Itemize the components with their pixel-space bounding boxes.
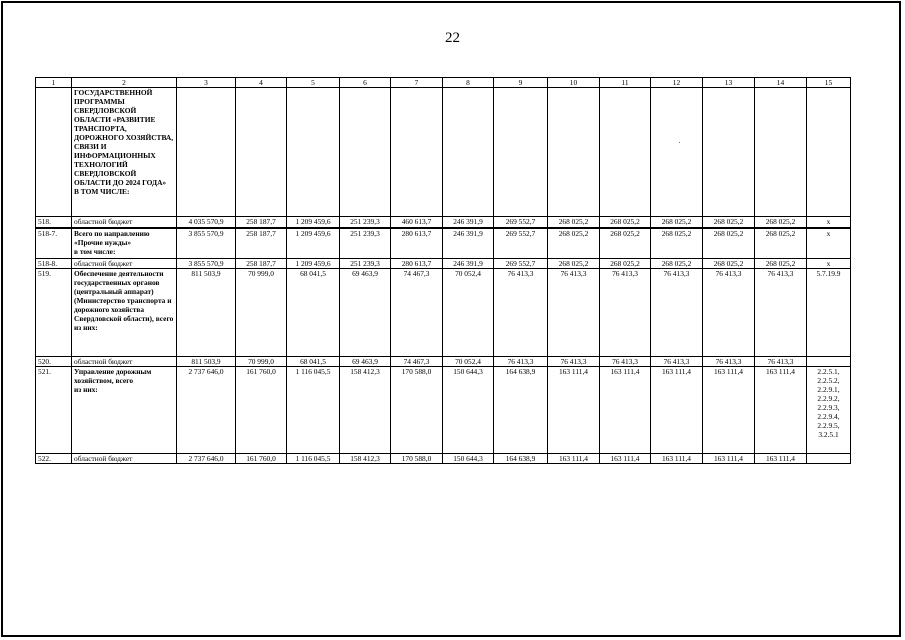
value-cell: 70 999,0	[236, 357, 287, 367]
value-cell: 269 552,7	[494, 259, 548, 269]
target-ref: x	[807, 228, 851, 259]
value-cell: 4 035 570,9	[177, 217, 236, 228]
value-cell: 76 413,3	[703, 269, 755, 357]
value-cell: 68 041,5	[287, 269, 340, 357]
value-cell: 269 552,7	[494, 228, 548, 259]
table-cell	[807, 88, 851, 217]
value-cell: 69 463,9	[340, 357, 391, 367]
table-cell	[600, 88, 651, 217]
value-cell: 163 111,4	[755, 367, 807, 454]
row-number	[36, 88, 72, 217]
table-row	[36, 217, 851, 228]
col-header: 15	[807, 78, 851, 88]
value-cell: 811 503,9	[177, 357, 236, 367]
table-cell	[391, 88, 443, 217]
row-number: 520.	[36, 357, 72, 367]
value-cell: 76 413,3	[548, 357, 600, 367]
value-cell: 268 025,2	[651, 228, 703, 259]
value-cell: 76 413,3	[651, 357, 703, 367]
table-cell	[494, 88, 548, 217]
row-name: областной бюджет	[72, 454, 177, 464]
table-cell	[236, 88, 287, 217]
value-cell: 258 187,7	[236, 259, 287, 269]
col-header: 9	[494, 78, 548, 88]
value-cell: 76 413,3	[755, 269, 807, 357]
value-cell: 164 638,9	[494, 367, 548, 454]
value-cell: 251 239,3	[340, 259, 391, 269]
table-row	[36, 228, 851, 259]
col-header: 14	[755, 78, 807, 88]
row-name: Управление дорожным хозяйством, всего из них:	[72, 367, 177, 454]
row-number: 518-7.	[36, 228, 72, 259]
table-cell	[443, 88, 494, 217]
row-name: областной бюджет	[72, 217, 177, 228]
value-cell: 161 760,0	[236, 454, 287, 464]
value-cell: 269 552,7	[494, 217, 548, 228]
table-cell	[287, 88, 340, 217]
value-cell: 76 413,3	[651, 269, 703, 357]
value-cell: 268 025,2	[651, 217, 703, 228]
value-cell: 3 855 570,9	[177, 228, 236, 259]
target-ref: 5.7.19.9	[807, 269, 851, 357]
col-header: 5	[287, 78, 340, 88]
value-cell: 170 588,0	[391, 367, 443, 454]
value-cell: 170 588,0	[391, 454, 443, 464]
program-title: ГОСУДАРСТВЕННОЙ ПРОГРАММЫ СВЕРДЛОВСКОЙ ОБЛАСТИ «РАЗВИТИЕ ТРАНСПОРТА, ДОРОЖНОГО ХОЗЯЙСТВА, СВЯЗИ И ИНФОРМАЦИОННЫХ ТЕХНОЛОГИЙ СВЕРДЛОВСКОЙ ОБЛАСТИ ДО 2024 ГОДА» В ТОМ ЧИСЛЕ:	[74, 88, 174, 196]
value-cell: 163 111,4	[703, 367, 755, 454]
value-cell: 268 025,2	[755, 228, 807, 259]
value-cell: 158 412,3	[340, 367, 391, 454]
table-cell	[755, 88, 807, 217]
value-cell: 268 025,2	[600, 228, 651, 259]
value-cell: 2 737 646,0	[177, 454, 236, 464]
value-cell: 251 239,3	[340, 228, 391, 259]
target-ref	[807, 454, 851, 464]
value-cell: 161 760,0	[236, 367, 287, 454]
table-row	[36, 269, 851, 357]
row-number: 521.	[36, 367, 72, 454]
table-cell	[548, 88, 600, 217]
value-cell: 246 391,9	[443, 228, 494, 259]
value-cell: 76 413,3	[548, 269, 600, 357]
value-cell: 268 025,2	[651, 259, 703, 269]
value-cell: 460 613,7	[391, 217, 443, 228]
value-cell: 150 644,3	[443, 367, 494, 454]
value-cell: 268 025,2	[703, 217, 755, 228]
value-cell: 163 111,4	[651, 367, 703, 454]
value-cell: 163 111,4	[703, 454, 755, 464]
value-cell: 164 638,9	[494, 454, 548, 464]
page-number: 22	[445, 30, 460, 46]
value-cell: 811 503,9	[177, 269, 236, 357]
table-row	[36, 259, 851, 269]
table-cell	[340, 88, 391, 217]
col-header: 11	[600, 78, 651, 88]
col-header: 4	[236, 78, 287, 88]
value-cell: 158 412,3	[340, 454, 391, 464]
value-cell: 70 052,4	[443, 357, 494, 367]
value-cell: 268 025,2	[703, 259, 755, 269]
value-cell: 163 111,4	[548, 454, 600, 464]
value-cell: 163 111,4	[548, 367, 600, 454]
target-ref: 2.2.5.1, 2.2.5.2, 2.2.9.1, 2.2.9.2, 2.2.9.3, 2.2.9.4, 2.2.9.5, 3.2.5.1	[807, 367, 851, 454]
value-cell: 76 413,3	[494, 357, 548, 367]
value-cell: 246 391,9	[443, 217, 494, 228]
continuation-row	[36, 88, 851, 217]
budget-table	[35, 77, 851, 464]
row-number: 522.	[36, 454, 72, 464]
col-header: 1	[36, 78, 72, 88]
value-cell: 163 111,4	[600, 367, 651, 454]
value-cell: 280 613,7	[391, 228, 443, 259]
value-cell: 76 413,3	[600, 269, 651, 357]
col-header: 10	[548, 78, 600, 88]
target-ref: x	[807, 217, 851, 228]
value-cell: 268 025,2	[548, 217, 600, 228]
value-cell: 68 041,5	[287, 357, 340, 367]
value-cell: 70 052,4	[443, 269, 494, 357]
value-cell: 1 209 459,6	[287, 259, 340, 269]
value-cell: 1 209 459,6	[287, 228, 340, 259]
col-header: 13	[703, 78, 755, 88]
header-row	[36, 78, 851, 88]
row-name: Всего по направлению «Прочие нужды» в том числе:	[72, 228, 177, 259]
value-cell: 268 025,2	[755, 259, 807, 269]
table-row	[36, 454, 851, 464]
program-title-cell	[72, 88, 177, 217]
table-cell	[703, 88, 755, 217]
col-header: 2	[72, 78, 177, 88]
value-cell: 69 463,9	[340, 269, 391, 357]
value-cell: 76 413,3	[755, 357, 807, 367]
row-number: 518.	[36, 217, 72, 228]
table-cell	[651, 88, 703, 217]
value-cell: 1 116 045,5	[287, 367, 340, 454]
row-name: областной бюджет	[72, 357, 177, 367]
table-row	[36, 357, 851, 367]
value-cell: 76 413,3	[494, 269, 548, 357]
col-header: 3	[177, 78, 236, 88]
value-cell: 163 111,4	[651, 454, 703, 464]
value-cell: 251 239,3	[340, 217, 391, 228]
value-cell: 268 025,2	[755, 217, 807, 228]
value-cell: 1 209 459,6	[287, 217, 340, 228]
value-cell: 268 025,2	[600, 217, 651, 228]
value-cell: 70 999,0	[236, 269, 287, 357]
col-header: 7	[391, 78, 443, 88]
value-cell: 268 025,2	[548, 228, 600, 259]
value-cell: 3 855 570,9	[177, 259, 236, 269]
value-cell: 76 413,3	[600, 357, 651, 367]
value-cell: 1 116 045,5	[287, 454, 340, 464]
table-row	[36, 367, 851, 454]
row-name: областной бюджет	[72, 259, 177, 269]
value-cell: 268 025,2	[600, 259, 651, 269]
col-header: 6	[340, 78, 391, 88]
value-cell: 76 413,3	[703, 357, 755, 367]
value-cell: 2 737 646,0	[177, 367, 236, 454]
value-cell: 74 467,3	[391, 269, 443, 357]
table-cell	[177, 88, 236, 217]
row-number: 519.	[36, 269, 72, 357]
value-cell: 268 025,2	[548, 259, 600, 269]
value-cell: 150 644,3	[443, 454, 494, 464]
value-cell: 246 391,9	[443, 259, 494, 269]
value-cell: 258 187,7	[236, 228, 287, 259]
target-ref	[807, 357, 851, 367]
value-cell: 163 111,4	[755, 454, 807, 464]
row-number: 518-8.	[36, 259, 72, 269]
value-cell: 280 613,7	[391, 259, 443, 269]
value-cell: 74 467,3	[391, 357, 443, 367]
value-cell: 258 187,7	[236, 217, 287, 228]
row-name: Обеспечение деятельности государственных органов (центральный аппарат) (Министерство транспорта и дорожного хозяйства Свердловской области), всего из них:	[72, 269, 177, 357]
value-cell: 268 025,2	[703, 228, 755, 259]
target-ref: x	[807, 259, 851, 269]
col-header: 12	[651, 78, 703, 88]
value-cell: 163 111,4	[600, 454, 651, 464]
col-header: 8	[443, 78, 494, 88]
